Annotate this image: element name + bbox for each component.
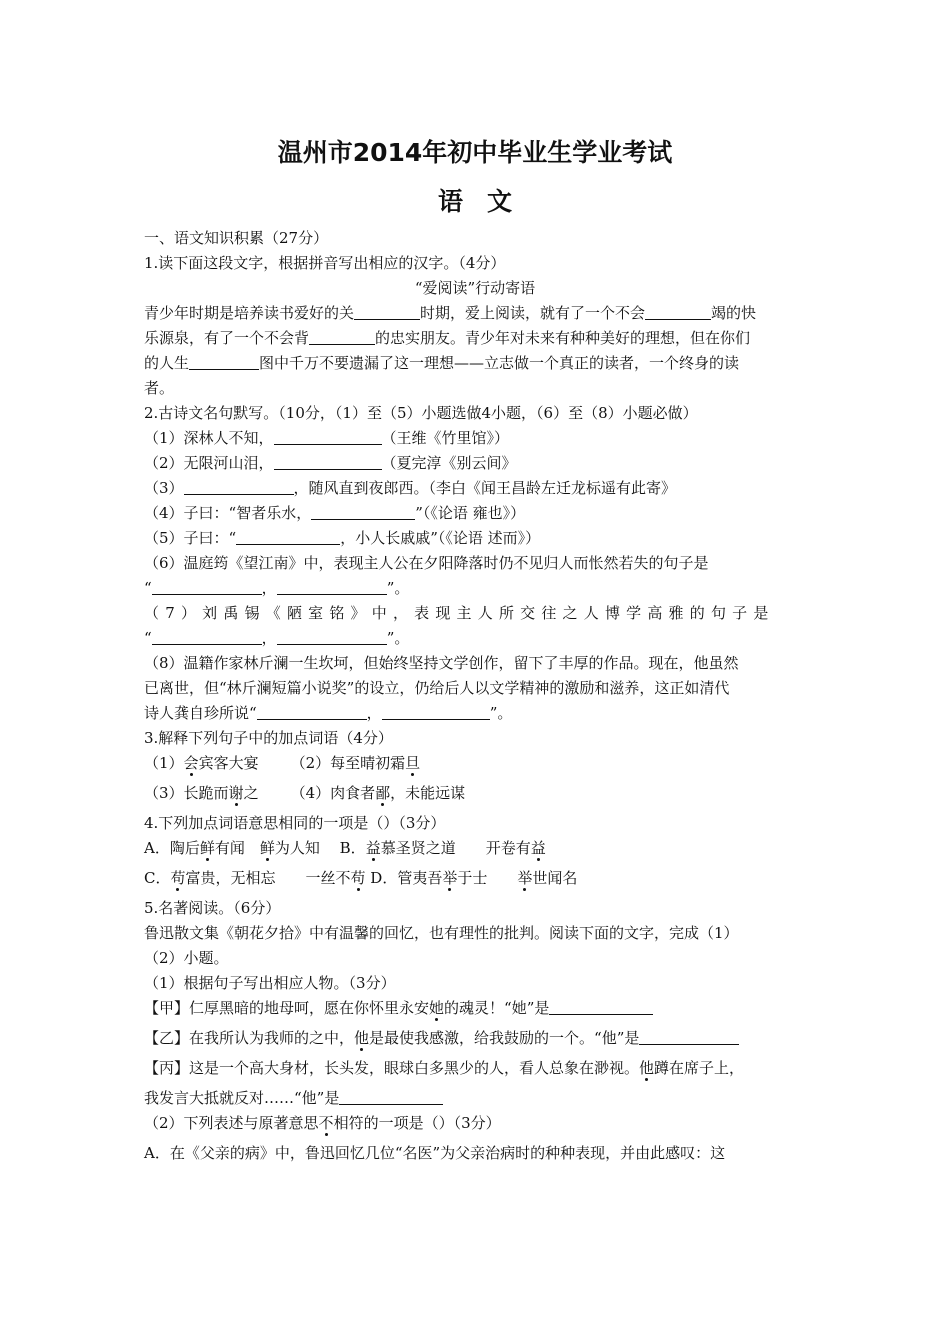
text: （1）深林人不知， — [144, 429, 274, 447]
exam-body — [144, 226, 806, 1166]
text: 【甲】仁厚黑暗的地母呵，愿在你怀里永安 — [144, 999, 430, 1017]
q2-item-1 — [144, 426, 806, 451]
q3-row-1 — [144, 751, 806, 776]
q5-sub-1: （1）根据句子写出相应人物。（3分） — [144, 974, 396, 992]
text: ”。 — [386, 579, 410, 597]
text: 【丙】这是一个高大身材，长头发，眼球白多黑少的人，看人总象在渺视。 — [144, 1059, 640, 1077]
answer-blank[interactable] — [277, 629, 387, 645]
text: 相符的一项是（）（3分） — [333, 1114, 501, 1132]
answer-blank[interactable] — [274, 429, 382, 445]
dotted-word: 旦 — [405, 754, 421, 772]
text: 蹲在席子上， — [654, 1059, 745, 1077]
text: （夏完淳《别云间》 — [381, 454, 517, 472]
q2-item-4 — [144, 501, 806, 526]
text: C． — [144, 869, 171, 887]
answer-blank[interactable] — [354, 304, 420, 320]
dotted-word: 他 — [354, 1029, 370, 1047]
text: 乐源泉，有了一个不会背 — [144, 329, 310, 347]
text: A．陶后 — [144, 839, 200, 857]
text: ， — [366, 704, 382, 722]
answer-blank[interactable] — [152, 629, 262, 645]
dotted-word: 会 — [183, 754, 199, 772]
q2-item-7: （7）刘禹锡《陋室铭》中，表现主人所交往之人博学高雅的句子是 — [144, 604, 775, 622]
answer-blank[interactable] — [311, 504, 415, 520]
text: 于士 — [457, 869, 518, 887]
text: 富贵，无相忘 一丝不 — [185, 869, 351, 887]
dotted-word: 她 — [429, 999, 445, 1017]
exam-title: 温州市2014年初中毕业生学业考试 — [277, 138, 673, 167]
q2-item-8-line-1: （8）温籍作家林斤澜一生坎坷，但始终坚持文学创作，留下了丰厚的作品。现在，他虽然 — [144, 654, 739, 672]
q4-options-ab — [144, 836, 806, 861]
q1-line-1 — [144, 301, 806, 326]
q2-item-2 — [144, 451, 806, 476]
dotted-word: 苟 — [170, 869, 186, 887]
answer-blank[interactable] — [309, 329, 375, 345]
text: ”。 — [386, 629, 410, 647]
text: 我发言大抵就反对……“他”是 — [144, 1089, 340, 1107]
subject-title: 语文 — [437, 187, 536, 216]
q5-jia — [144, 996, 806, 1021]
text: （4）子曰：“智者乐水， — [144, 504, 312, 522]
q5-intro-1: 鲁迅散文集《朝花夕拾》中有温馨的回忆，也有理性的批判。阅读下面的文字，完成（1） — [144, 924, 739, 942]
text: （1） — [144, 754, 184, 772]
dotted-word: 举 — [442, 869, 458, 887]
dotted-word: 不 — [318, 1114, 334, 1132]
text: （2）无限河山泪， — [144, 454, 274, 472]
text: 时期，爱上阅读，就有了一个不会 — [420, 304, 646, 322]
dotted-word: 益 — [365, 839, 381, 857]
text: ，未能远谋 — [390, 784, 466, 802]
answer-blank[interactable] — [257, 704, 367, 720]
dotted-word: 谢 — [228, 784, 244, 802]
answer-blank[interactable] — [549, 999, 653, 1015]
text: ，随风直到夜郎西。（李白《闻王昌龄左迁龙标遥有此寄》 — [293, 479, 677, 497]
q5-bing-1 — [144, 1056, 806, 1081]
q1-line-2 — [144, 326, 806, 351]
dotted-word: 鲜 — [199, 839, 215, 857]
text: ”。 — [489, 704, 513, 722]
q1-stem: 1.读下面这段文字，根据拼音写出相应的汉字。（4分） — [144, 254, 506, 272]
text: 竭的快 — [711, 304, 757, 322]
text: ， — [261, 579, 277, 597]
text: 之 — [243, 784, 259, 802]
q1-heading: “爱阅读”行动寄语 — [414, 279, 536, 297]
answer-blank[interactable] — [382, 704, 490, 720]
q4-stem: 4.下列加点词语意思相同的一项是（）（3分） — [144, 814, 446, 832]
answer-blank[interactable] — [277, 579, 387, 595]
dotted-word: 苟 — [350, 869, 366, 887]
q4-options-cd — [144, 866, 806, 891]
text: ， — [261, 629, 277, 647]
text: 图中千万不要遗漏了这一理想——立志做一个真正的读者，一个终身的读 — [259, 354, 740, 372]
q5-option-a: A．在《父亲的病》中，鲁迅回忆几位“名医”为父亲治病时的种种表现，并由此感叹：这 — [144, 1144, 726, 1162]
text: “ — [144, 579, 152, 597]
text: 青少年时期是培养读书爱好的关 — [144, 304, 355, 322]
q5-sub-2 — [144, 1111, 806, 1136]
text: D．管夷吾 — [365, 869, 443, 887]
q5-intro-2: （2）小题。 — [144, 949, 229, 967]
text: 的人生 — [144, 354, 190, 372]
q3-row-2 — [144, 781, 806, 806]
dotted-word: 鲜 — [259, 839, 275, 857]
section-heading: 一、语文知识积累（27分） — [144, 229, 329, 247]
q5-stem: 5.名著阅读。（6分） — [144, 899, 281, 917]
q3-stem: 3.解释下列句子中的加点词语（4分） — [144, 729, 393, 747]
dotted-word: 益 — [530, 839, 546, 857]
text: 宾客大宴 — [198, 754, 259, 772]
text: “ — [144, 629, 152, 647]
q5-bing-2 — [144, 1086, 806, 1111]
text: （2）下列表述与原著意思 — [144, 1114, 319, 1132]
text: 为人知 B． — [274, 839, 366, 857]
q2-item-8-line-3 — [144, 701, 806, 726]
text: ，小人长戚戚”（《论语 述而》） — [340, 529, 541, 547]
text: 的魂灵！“她”是 — [444, 999, 550, 1017]
text: 的忠实朋友。青少年对未来有种种美好的理想，但在你们 — [375, 329, 751, 347]
q2-stem: 2.古诗文名句默写。（10分，（1）至（5）小题选做4小题，（6）至（8）小题必做） — [144, 404, 698, 422]
answer-blank[interactable] — [152, 579, 262, 595]
q2-item-3 — [144, 476, 806, 501]
text: 是最使我感激，给我鼓励的一个。“他”是 — [369, 1029, 640, 1047]
text: （3）长跪而 — [144, 784, 229, 802]
answer-blank[interactable] — [236, 529, 340, 545]
q2-item-7-blanks — [144, 626, 806, 651]
q2-item-6: （6）温庭筠《望江南》中，表现主人公在夕阳降落时仍不见归人而怅然若失的句子是 — [144, 554, 709, 572]
text: 【乙】在我所认为我师的之中， — [144, 1029, 355, 1047]
text: 慕圣贤之道 开卷有 — [380, 839, 531, 857]
text: 世闻名 — [532, 869, 578, 887]
answer-blank[interactable] — [184, 479, 294, 495]
dotted-word: 他 — [639, 1059, 655, 1077]
q2-item-6-blanks — [144, 576, 806, 601]
answer-blank[interactable] — [645, 304, 711, 320]
text: （王维《竹里馆》） — [381, 429, 510, 447]
dotted-word: 举 — [517, 869, 533, 887]
q1-line-3 — [144, 351, 806, 376]
q1-line-4: 者。 — [144, 379, 175, 397]
text: 有闻 — [214, 839, 260, 857]
text: （2）每至晴初霜 — [290, 754, 406, 772]
text: （4）肉食者 — [290, 784, 376, 802]
q2-item-5 — [144, 526, 806, 551]
text: ”（《论语 雍也》） — [415, 504, 526, 522]
answer-blank[interactable] — [639, 1029, 739, 1045]
answer-blank[interactable] — [339, 1089, 443, 1105]
dotted-word: 鄙 — [375, 784, 391, 802]
text: （3） — [144, 479, 184, 497]
answer-blank[interactable] — [189, 354, 259, 370]
q2-item-8-line-2: 已离世，但“林斤澜短篇小说奖”的设立，仍给后人以文学精神的激励和滋养，这正如清代 — [144, 679, 730, 697]
answer-blank[interactable] — [274, 454, 382, 470]
text: （5）子曰：“ — [144, 529, 237, 547]
q5-yi — [144, 1026, 806, 1051]
text: 诗人龚自珍所说“ — [144, 704, 257, 722]
